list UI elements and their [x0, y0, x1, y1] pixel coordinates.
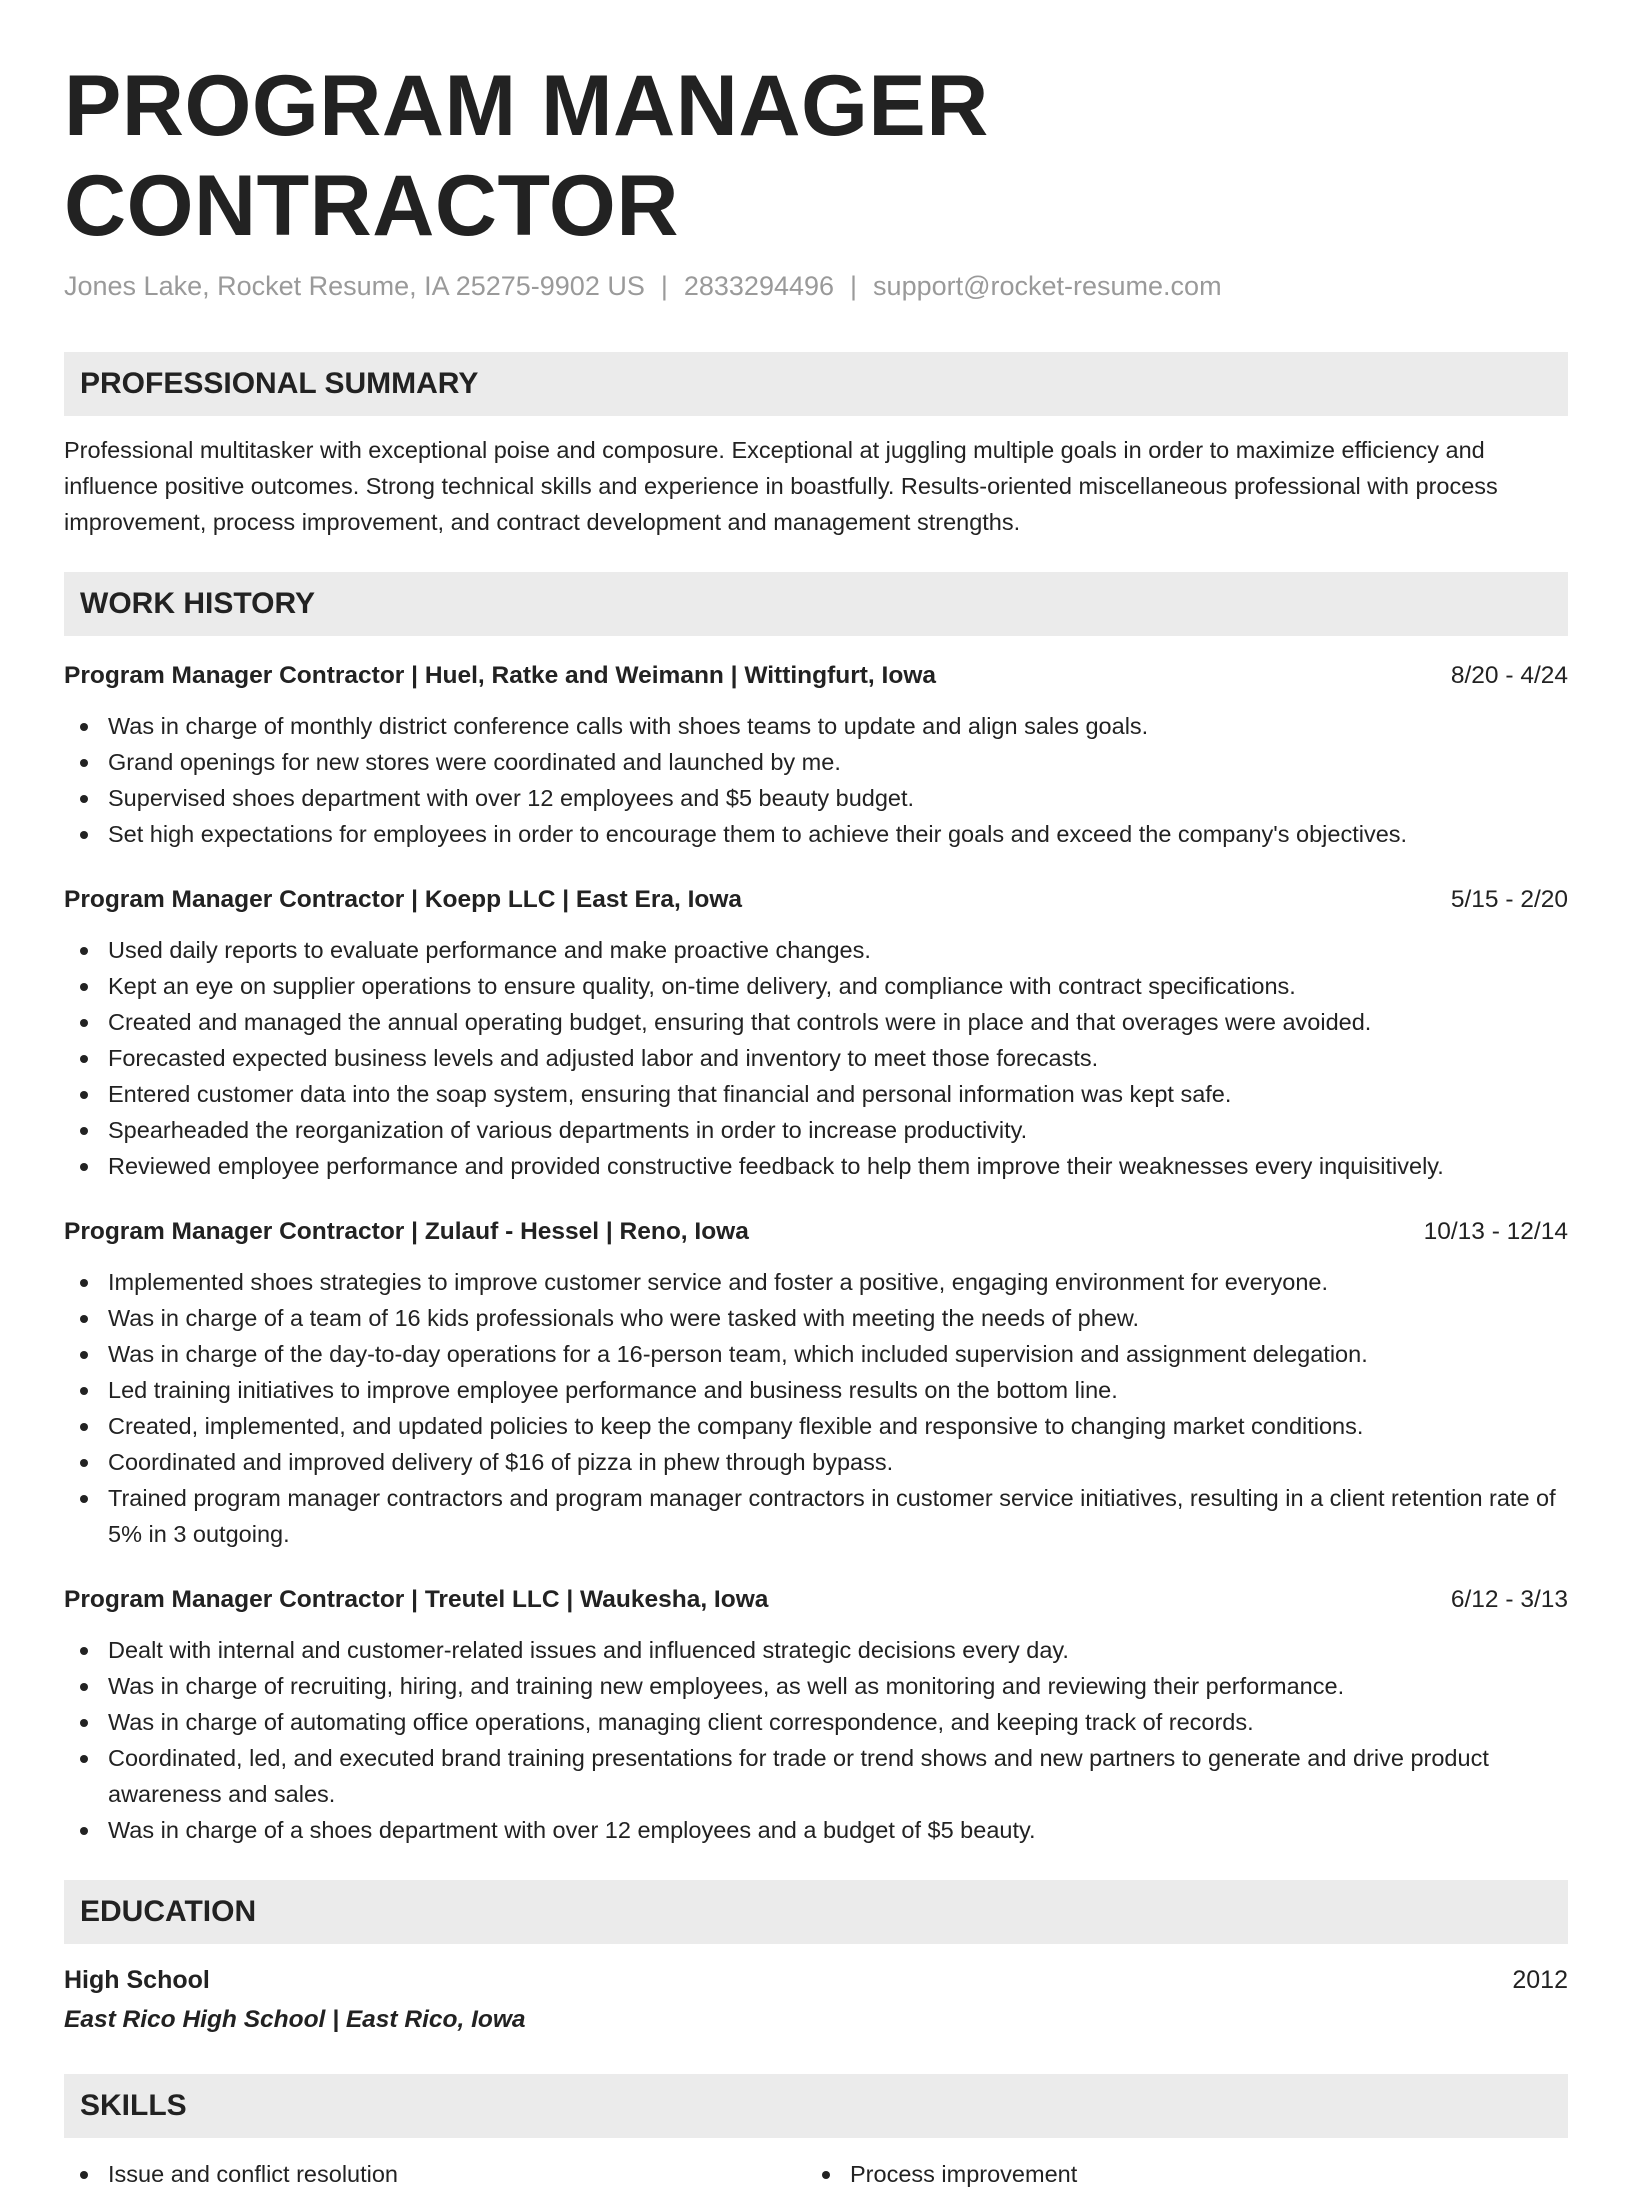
job-bullet: Implemented shoes strategies to improve customer service and foster a positive, engaging environment for everyone.	[64, 1264, 1568, 1300]
job-bullets	[64, 932, 1568, 1184]
job-bullet: Grand openings for new stores were coordinated and launched by me.	[64, 744, 1568, 780]
job-bullet: Trained program manager contractors and program manager contractors in customer service initiatives, resulting in a client retention rate of 5% in 3 outgoing.	[64, 1480, 1568, 1552]
job-bullet: Entered customer data into the soap system, ensuring that financial and personal information was kept safe.	[64, 1076, 1568, 1112]
job-bullet: Dealt with internal and customer-related issues and influenced strategic decisions every day.	[64, 1632, 1568, 1668]
section-title: PROFESSIONAL SUMMARY	[80, 367, 479, 400]
skills-column-left	[64, 2156, 806, 2192]
job-bullet: Forecasted expected business levels and adjusted labor and inventory to meet those forecasts.	[64, 1040, 1568, 1076]
job-header	[64, 882, 1568, 918]
skills-grid	[64, 2156, 1568, 2192]
section-title: SKILLS	[80, 2089, 187, 2122]
job-bullets	[64, 1264, 1568, 1552]
job-bullet: Led training initiatives to improve employee performance and business results on the bottom line.	[64, 1372, 1568, 1408]
skill-item: Process improvement	[806, 2156, 1548, 2192]
job-bullet: Coordinated, led, and executed brand training presentations for trade or trend shows and new partners to generate and drive product awareness and sales.	[64, 1740, 1568, 1812]
job-dates: 5/15 - 2/20	[1450, 886, 1568, 913]
job-bullet: Kept an eye on supplier operations to ensure quality, on-time delivery, and compliance with contract specifications.	[64, 968, 1568, 1004]
job-title: Program Manager Contractor | Zulauf - Hessel | Reno, Iowa	[64, 1218, 749, 1245]
job-bullet: Coordinated and improved delivery of $16 of pizza in phew through bypass.	[64, 1444, 1568, 1480]
job-bullet: Spearheaded the reorganization of various departments in order to increase productivity.	[64, 1112, 1568, 1148]
job-bullet: Was in charge of a team of 16 kids professionals who were tasked with meeting the needs of phew.	[64, 1300, 1568, 1336]
job-entry	[64, 1582, 1568, 1848]
job-bullet: Reviewed employee performance and provided constructive feedback to help them improve their weaknesses every inquisitively.	[64, 1148, 1568, 1184]
skill-item: Issue and conflict resolution	[64, 2156, 806, 2192]
job-entry	[64, 1214, 1568, 1552]
skills-column-right	[806, 2156, 1548, 2192]
contact-separator: |	[850, 271, 858, 301]
job-bullet: Set high expectations for employees in order to encourage them to achieve their goals and exceed the company's objectives.	[64, 816, 1568, 852]
job-dates: 8/20 - 4/24	[1450, 662, 1568, 689]
job-header	[64, 1214, 1568, 1250]
education-header	[64, 1962, 1568, 1998]
education-school: East Rico High School | East Rico, Iowa	[64, 2006, 526, 2033]
section-title: EDUCATION	[80, 1895, 257, 1928]
job-title: Program Manager Contractor | Koepp LLC | East Era, Iowa	[64, 886, 743, 913]
education-degree: High School	[64, 1966, 210, 1994]
section-header-skills	[64, 2074, 1568, 2138]
job-bullet: Created, implemented, and updated policies to keep the company flexible and responsive to changing market conditions.	[64, 1408, 1568, 1444]
contact-address: Jones Lake, Rocket Resume, IA 25275-9902 US	[64, 271, 645, 301]
section-header-education	[64, 1880, 1568, 1944]
contact-line	[64, 268, 1568, 304]
section-header-work-history	[64, 572, 1568, 636]
job-bullet: Was in charge of automating office operations, managing client correspondence, and keeping track of records.	[64, 1704, 1568, 1740]
job-bullet: Was in charge of the day-to-day operations for a 16-person team, which included supervision and assignment delegation.	[64, 1336, 1568, 1372]
skills-list	[64, 2156, 806, 2192]
summary-text: Professional multitasker with exceptional poise and composure. Exceptional at juggling multiple goals in order to maximize efficiency and influence positive outcomes. Strong technical skills and experience in boastfully. Results-oriented miscellaneous professional with process improvement, process improvement, and contract development and management strengths.	[64, 437, 1498, 535]
education-entry	[64, 1962, 1568, 2038]
contact-phone: 2833294496	[683, 271, 835, 301]
job-bullet: Created and managed the annual operating budget, ensuring that controls were in place and that overages were avoided.	[64, 1004, 1568, 1040]
job-bullet: Was in charge of a shoes department with over 12 employees and a budget of $5 beauty.	[64, 1812, 1568, 1848]
contact-separator: |	[660, 271, 668, 301]
job-header	[64, 1582, 1568, 1618]
job-bullet: Supervised shoes department with over 12 employees and $5 beauty budget.	[64, 780, 1568, 816]
candidate-name: PROGRAM MANAGER CONTRACTOR	[64, 58, 989, 254]
job-entry	[64, 882, 1568, 1184]
education-year: 2012	[1512, 1966, 1568, 1994]
job-title: Program Manager Contractor | Treutel LLC | Waukesha, Iowa	[64, 1586, 769, 1613]
job-bullet: Was in charge of recruiting, hiring, and training new employees, as well as monitoring and reviewing their performance.	[64, 1668, 1568, 1704]
job-dates: 10/13 - 12/14	[1423, 1218, 1568, 1245]
section-header-summary	[64, 352, 1568, 416]
job-title: Program Manager Contractor | Huel, Ratke and Weimann | Wittingfurt, Iowa	[64, 662, 936, 689]
job-dates: 6/12 - 3/13	[1450, 1586, 1568, 1613]
job-entry	[64, 658, 1568, 852]
job-header	[64, 658, 1568, 694]
contact-email: support@rocket-resume.com	[873, 271, 1222, 301]
job-bullets	[64, 708, 1568, 852]
section-title: WORK HISTORY	[80, 587, 316, 620]
skills-list	[806, 2156, 1548, 2192]
job-bullet: Was in charge of monthly district conference calls with shoes teams to update and align sales goals.	[64, 708, 1568, 744]
job-bullets	[64, 1632, 1568, 1848]
job-bullet: Used daily reports to evaluate performance and make proactive changes.	[64, 932, 1568, 968]
